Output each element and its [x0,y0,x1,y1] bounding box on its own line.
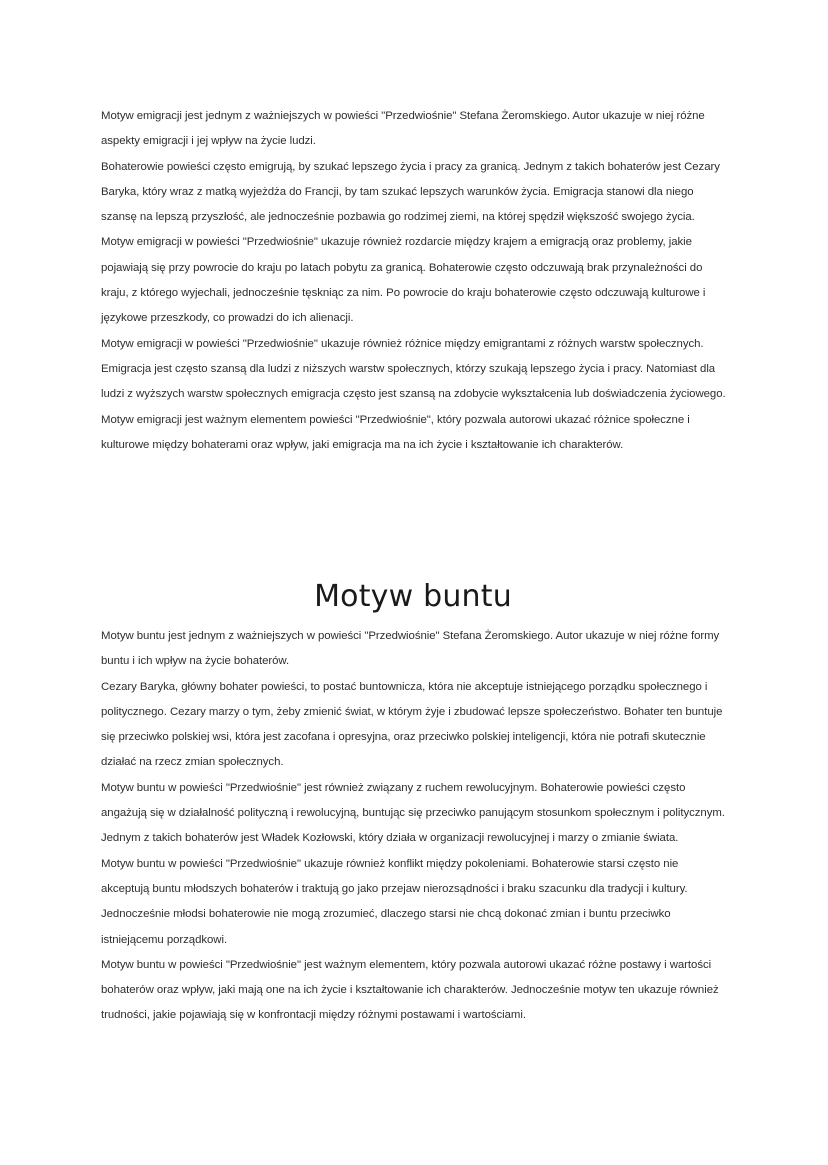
paragraph-rebellion-intro: Motyw buntu jest jednym z ważniejszych w powieści "Przedwiośnie" Stefana Żeromskiego. Autor ukazuje w niej różne formy buntu i ich wpływ na życie bohaterów. [101,630,720,668]
paragraph-rebellion-generations: Motyw buntu w powieści "Przedwiośnie" ukazuje również konflikt między pokoleniami. Bohaterowie starsi często nie akceptują buntu młodszych bohaterów i traktują go jako przejaw nierozsądności i braku szacunku dla tradycji i kultury. Jednocześnie młodsi bohaterowie nie mogą zrozumieć, dlaczego starsi nie chcą dokonać zmian i buntu przeciwko istniejącemu porządkowi. [101,857,688,946]
paragraph-emigration-intro: Motyw emigracji jest jednym z ważniejszych w powieści "Przedwiośnie" Stefana Żeromskiego. Autor ukazuje w niej różne aspekty emigracji i jej wpływ na życie ludzi. [101,110,705,148]
section-emigration [101,104,727,458]
paragraph-rebellion-summary: Motyw buntu w powieści "Przedwiośnie" jest ważnym elementem, który pozwala autorowi ukazać różne postawy i wartości bohaterów oraz wpływ, jaki mają one na ich życie i kształtowanie ich charakterów. Jednocześnie motyw ten ukazuje również trudności, jakie pojawiają się w konfrontacji między różnymi postawami i wartościami. [101,958,719,1022]
paragraph-emigration-classes: Motyw emigracji w powieści "Przedwiośnie" ukazuje również różnice między emigrantami z różnych warstw społecznych. Emigracja jest często szansą dla ludzi z niższych warstw społecznych, którzy szukają lepszego życia i pracy. Natomiast dla ludzi z wyższych warstw społecznych emigracja często jest szansą na zdobycie wykształcenia lub doświadczenia życiowego. [101,337,726,401]
paragraph-rebellion-revolution: Motyw buntu w powieści "Przedwiośnie" jest również związany z ruchem rewolucyjnym. Bohaterowie powieści często angażują się w działalność polityczną i rewolucyjną, buntując się przeciwko panującym stosunkom społecznym i politycznym. Jednym z takich bohaterów jest Władek Kozłowski, który działa w organizacji rewolucyjnej i marzy o zmianie świata. [101,781,725,845]
paragraph-emigration-heroes: Bohaterowie powieści często emigrują, by szukać lepszego życia i pracy za granicą. Jednym z takich bohaterów jest Cezary Baryka, który wraz z matką wyjeżdża do Francji, by tam szukać lepszych warunków życia. Emigracja stanowi dla niego szansę na lepszą przyszłość, ale jednocześnie pozbawia go rodzimej ziemi, na której spędził większość swojego życia. [101,160,720,224]
paragraph-emigration-conflict: Motyw emigracji w powieści "Przedwiośnie" ukazuje również rozdarcie między krajem a emigracją oraz problemy, jakie pojawiają się przy powrocie do kraju po latach pobytu za granicą. Bohaterowie często odczuwają brak przynależności do kraju, z którego wyjechali, jednocześnie tęskniąc za nim. Po powrocie do kraju bohaterowie często odczuwają kulturowe i językowe przeszkody, co prowadzi do ich alienacji. [101,236,706,325]
section-title-rebellion: Motyw buntu [314,579,512,614]
section-rebellion [101,575,727,1029]
paragraph-emigration-summary: Motyw emigracji jest ważnym elementem powieści "Przedwiośnie", który pozwala autorowi ukazać różnice społeczne i kulturowe między bohaterami oraz wpływ, jaki emigracja ma na ich życie i kształtowanie ich charakterów. [101,413,690,451]
paragraph-rebellion-baryka: Cezary Baryka, główny bohater powieści, to postać buntownicza, która nie akceptuje istniejącego porządku społecznego i politycznego. Cezary marzy o tym, żeby zmienić świat, w którym żyje i zbudować lepsze społeczeństwo. Bohater ten buntuje się przeciwko polskiej wsi, która jest zacofana i opresyjna, oraz przeciwko polskiej inteligencji, która nie potrafi skutecznie działać na rzecz zmian społecznych. [101,680,723,769]
